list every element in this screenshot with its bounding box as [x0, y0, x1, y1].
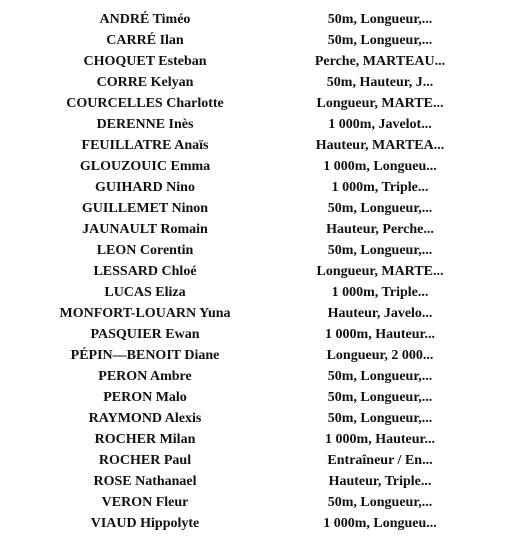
athlete-events: 1 000m, Hauteur... — [325, 327, 435, 342]
athlete-name: VERON Fleur — [101, 495, 189, 510]
athlete-events: 50m, Longueur,... — [327, 243, 433, 258]
athlete-events: 50m, Hauteur, J... — [326, 75, 434, 90]
table-row — [0, 345, 518, 366]
table-row — [0, 156, 518, 177]
athlete-events: Entraîneur / En... — [327, 453, 433, 468]
table-row — [0, 471, 518, 492]
athlete-name: CHOQUET Esteban — [83, 54, 207, 69]
table-row — [0, 429, 518, 450]
athlete-events: 1 000m, Longueu... — [323, 516, 437, 531]
athlete-name: GLOUZOUIC Emma — [79, 159, 211, 174]
athlete-events: Hauteur, Triple... — [328, 474, 432, 489]
athlete-name: GUILLEMET Ninon — [81, 201, 209, 216]
table-row — [0, 198, 518, 219]
table-row — [0, 282, 518, 303]
athlete-name: ROCHER Paul — [98, 453, 192, 468]
athlete-name: RAYMOND Alexis — [88, 411, 202, 426]
athlete-events: Hauteur, Javelo... — [327, 306, 433, 321]
athlete-events: Longueur, 2 000... — [326, 348, 434, 363]
athlete-events: Longueur, MARTE... — [316, 96, 444, 111]
table-row — [0, 492, 518, 513]
athlete-events: 50m, Longueur,... — [327, 390, 433, 405]
table-row — [0, 72, 518, 93]
table-row — [0, 303, 518, 324]
athlete-name: JAUNAULT Romain — [82, 222, 208, 237]
athlete-events: 50m, Longueur,... — [327, 33, 433, 48]
athlete-events: 50m, Longueur,... — [327, 12, 433, 27]
athlete-name: LUCAS Eliza — [104, 285, 186, 300]
table-row — [0, 219, 518, 240]
athlete-name: VIAUD Hippolyte — [90, 516, 200, 531]
athlete-name: ROSE Nathanael — [93, 474, 197, 489]
athlete-name: COURCELLES Charlotte — [66, 96, 224, 111]
athlete-events: Perche, MARTEAU... — [314, 54, 446, 69]
table-row — [0, 387, 518, 408]
athlete-roster — [0, 9, 518, 534]
athlete-events: 1 000m, Hauteur... — [325, 432, 435, 447]
athlete-name: PERON Ambre — [98, 369, 192, 384]
athlete-name: GUIHARD Nino — [95, 180, 195, 195]
table-row — [0, 114, 518, 135]
table-row — [0, 177, 518, 198]
athlete-name: DERENNE Inès — [96, 117, 194, 132]
athlete-events: 1 000m, Javelot... — [328, 117, 432, 132]
table-row — [0, 366, 518, 387]
table-row — [0, 324, 518, 345]
athlete-name: FEUILLATRE Anaïs — [81, 138, 209, 153]
athlete-events: Longueur, MARTE... — [316, 264, 444, 279]
athlete-events: Hauteur, MARTEA... — [315, 138, 445, 153]
athlete-name: MONFORT-LOUARN Yuna — [59, 306, 231, 321]
athlete-name: LEON Corentin — [96, 243, 194, 258]
athlete-name: CARRÉ Ilan — [106, 33, 184, 48]
athlete-events: Hauteur, Perche... — [326, 222, 434, 237]
table-row — [0, 513, 518, 534]
athlete-name: CORRE Kelyan — [96, 75, 194, 90]
athlete-events: 50m, Longueur,... — [327, 201, 433, 216]
table-row — [0, 240, 518, 261]
table-row — [0, 261, 518, 282]
athlete-name: PASQUIER Ewan — [90, 327, 200, 342]
table-row — [0, 408, 518, 429]
athlete-events: 50m, Longueur,... — [327, 369, 433, 384]
table-row — [0, 30, 518, 51]
athlete-events: 1 000m, Triple... — [331, 285, 429, 300]
table-row — [0, 93, 518, 114]
athlete-name: LESSARD Chloé — [93, 264, 197, 279]
athlete-name: ANDRÉ Timéo — [99, 12, 191, 27]
athlete-name: PERON Malo — [103, 390, 187, 405]
table-row — [0, 135, 518, 156]
athlete-name: ROCHER Milan — [94, 432, 196, 447]
table-row — [0, 450, 518, 471]
athlete-events: 1 000m, Triple... — [331, 180, 429, 195]
athlete-events: 1 000m, Longueu... — [323, 159, 437, 174]
athlete-name: PÉPIN—BENOIT Diane — [70, 348, 220, 363]
athlete-events: 50m, Longueur,... — [327, 411, 433, 426]
table-row — [0, 51, 518, 72]
athlete-events: 50m, Longueur,... — [327, 495, 433, 510]
table-row — [0, 9, 518, 30]
